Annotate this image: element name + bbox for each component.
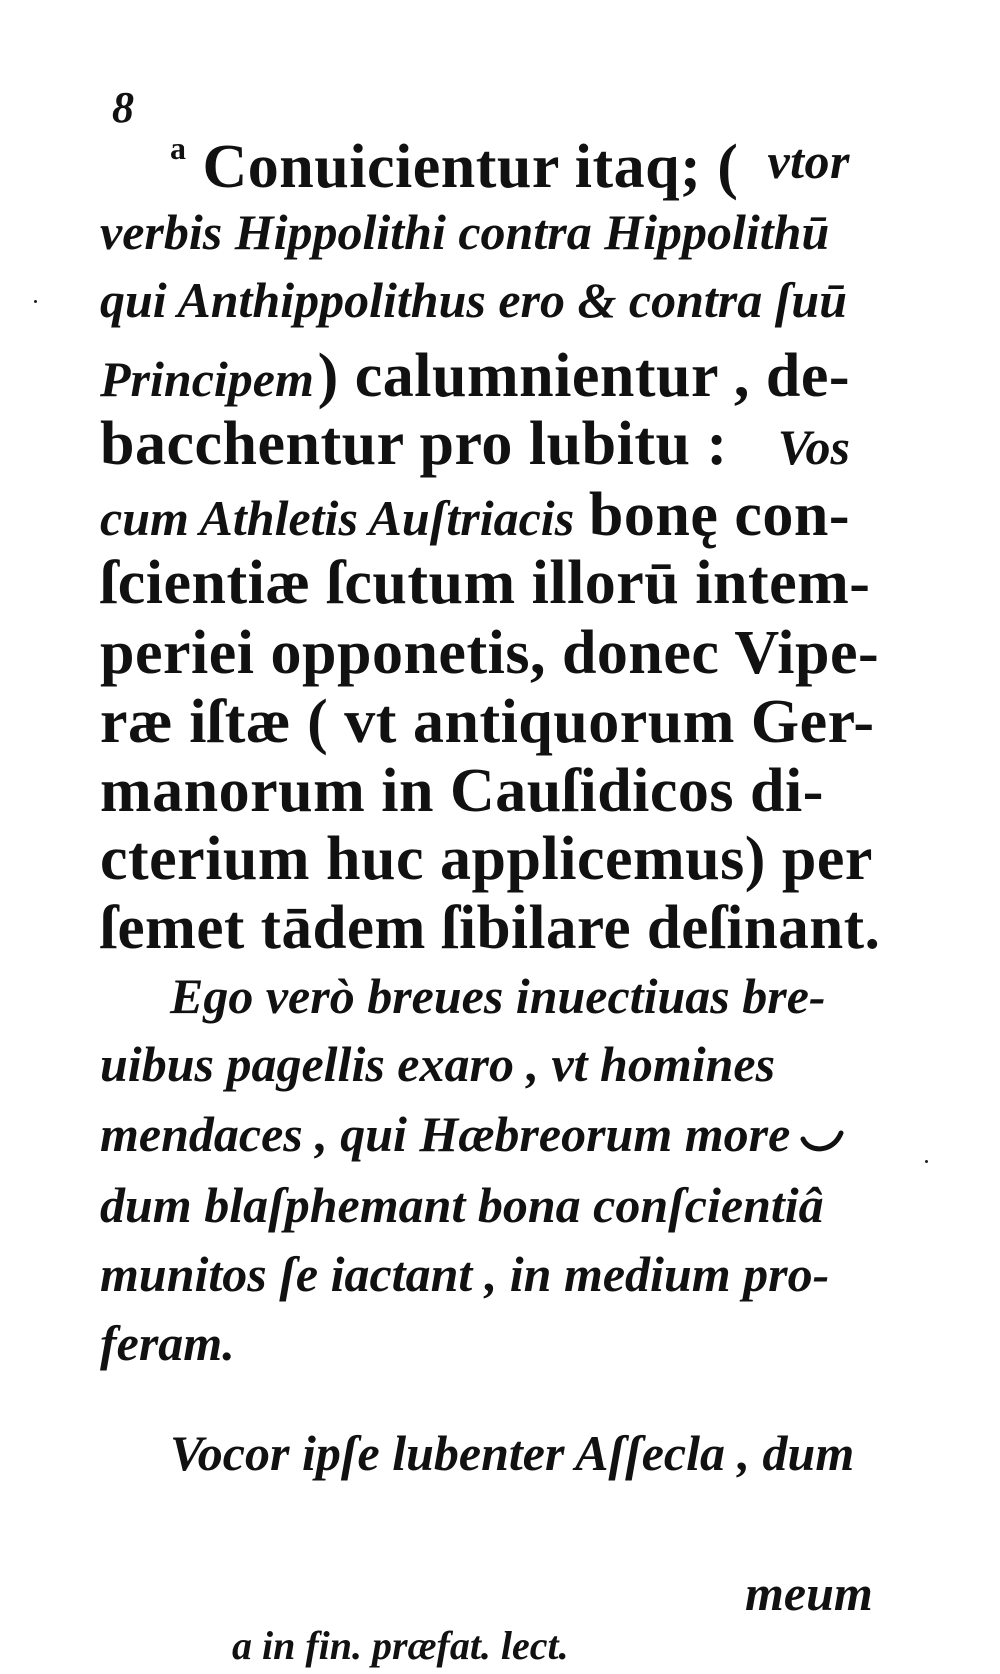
text-line-10 (100, 757, 824, 825)
text-segment: ſemet tādem ſibilare deſinant. (100, 894, 881, 962)
footnote: a in fin. præfat. lect. (232, 1623, 569, 1668)
text-segment: manorum in Cauſidicos di- (100, 757, 824, 825)
text-segment: munitos ſe iactant , in medium pro- (100, 1246, 830, 1302)
text-segment: ræ iſtæ ( vt antiquorum Ger- (100, 688, 875, 756)
text-segment: ſcientiæ ſcutum illorū intem- (100, 549, 871, 617)
text-line-7 (100, 549, 871, 617)
text-line-8 (100, 619, 880, 687)
catchword: meum (745, 1565, 873, 1621)
text-line-6 (100, 481, 850, 549)
text-segment: feram. (100, 1315, 235, 1371)
text-segment: periei opponetis, donec Vipe- (100, 619, 880, 687)
text-line-16 (100, 1177, 824, 1233)
text-line-12 (100, 894, 881, 962)
text-segment: cterium huc applicemus) per (100, 825, 873, 893)
ligature-flourish-icon (799, 1125, 845, 1155)
print-speck (34, 300, 37, 303)
text-segment: dum blaſphemant bona conſcientiâ (100, 1177, 824, 1233)
text-line-17 (100, 1246, 830, 1302)
text-line-5 (100, 410, 850, 478)
text-segment: cum Athletis Auſtriacis (100, 490, 575, 546)
text-segment: bacchentur pro lubitu : (100, 410, 728, 478)
text-segment: vtor (767, 133, 850, 189)
footnote-marker: a (170, 130, 187, 166)
text-segment: Conuicientur itaq; ( (202, 133, 739, 201)
text-segment: bonę con- (588, 481, 850, 549)
page-number: 8 (112, 83, 134, 132)
text-line-13 (170, 968, 826, 1024)
text-segment: ) calumnientur , de- (317, 342, 850, 410)
text-segment: Vocor ipſe lubenter Aſſecla , dum (170, 1425, 855, 1481)
text-segment: verbis Hippolithi contra Hippolithū (100, 204, 830, 260)
text-line-3 (100, 272, 847, 328)
text-line-11 (100, 825, 873, 893)
text-segment: Ego verò breues inuectiuas bre- (170, 968, 826, 1024)
text-segment: mendaces , qui Hæbreorum more (100, 1106, 791, 1162)
text-line-1 (170, 130, 850, 201)
text-segment: uibus pagellis exaro , vt homines (100, 1036, 776, 1092)
text-line-18 (100, 1315, 235, 1371)
text-line-4 (100, 342, 850, 410)
text-line-14 (100, 1036, 776, 1092)
text-segment: Vos (777, 419, 850, 475)
text-line-15 (100, 1106, 845, 1162)
text-line-9 (100, 688, 875, 756)
text-segment: qui Anthippolithus ero & contra ſuū (100, 272, 847, 328)
text-line-19 (170, 1425, 855, 1481)
text-segment: Principem (100, 351, 314, 407)
text-line-2 (100, 204, 830, 260)
print-speck (925, 1160, 928, 1163)
